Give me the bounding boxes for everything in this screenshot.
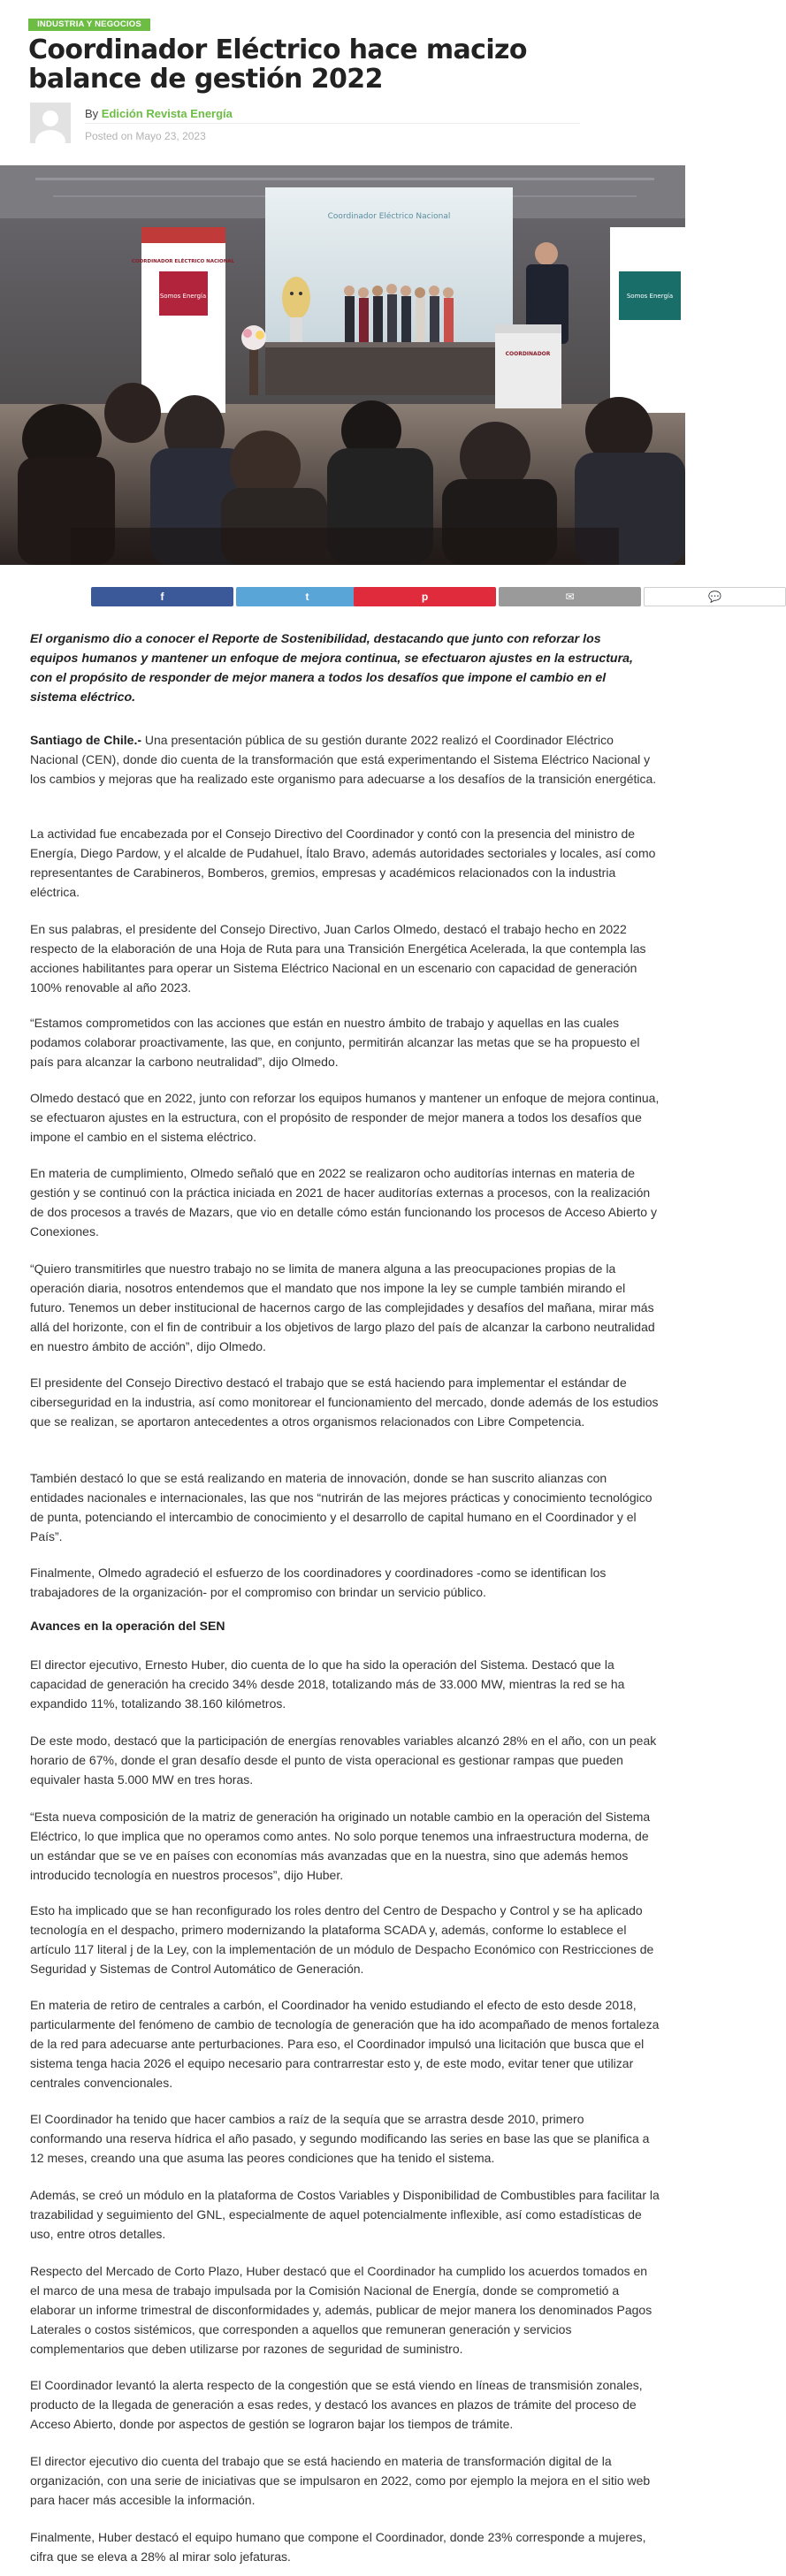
right-banner-tagline: Somos Energía bbox=[626, 293, 674, 300]
paragraph: El Coordinador levantó la alerta respecto de la congestión que se está viendo en líneas de transmisión zonales, producto de la llegada de generación a esas redes, y destacó los avances en plazos de trámite del proceso de Acceso Abierto, donde por aspectos de gestión se lograron bajar los tiempos de trámite. bbox=[30, 2378, 643, 2431]
left-banner-tagline: Somos Energía bbox=[159, 293, 207, 300]
share-pinterest-button[interactable] bbox=[354, 587, 496, 606]
right-banner bbox=[610, 227, 685, 413]
author-divider bbox=[85, 123, 580, 124]
hero-photo bbox=[0, 165, 685, 565]
paragraph: Además, se creó un módulo en la plataforma de Costos Variables y Disponibilidad de Combustibles para facilitar la trazabilidad y seguimiento del GNL, especialmente de aquel potencialmente inflexible, así como estadísticas de uso, entre otros detalles. bbox=[30, 2188, 660, 2241]
paragraph: “Quiero transmitirles que nuestro trabajo no se limita de manera alguna a las preocupaciones propias de la operación diaria, nosotros entendemos que el mandato que nos impone la ley se cumple también mirando el futuro. Tenemos un deber institucional de hacernos cargo de las complejidades y desafíos del mañana, mirar más allá del horizonte, con el fin de contribuir a los objetivos de largo plazo del país de alcanzar la carbono neutralidad en nuestro ámbito de acción”, dijo Olmedo. bbox=[30, 1261, 655, 1353]
author-name-link[interactable]: Edición Revista Energía bbox=[101, 107, 233, 120]
author-avatar[interactable] bbox=[30, 103, 71, 143]
screen-caption: Coordinador Eléctrico Nacional bbox=[327, 212, 451, 221]
podium-label: COORDINADOR bbox=[505, 351, 551, 357]
paragraph: Finalmente, Olmedo agradeció el esfuerzo de los coordinadores y coordinadores -como se identifican los trabajadores de la organización- por el compromiso con brindar un servicio público. bbox=[30, 1566, 607, 1599]
paragraph: En materia de retiro de centrales a carbón, el Coordinador ha venido estudiando el efecto de esto desde 2018, particularmente del fenómeno de cambio de tecnología de generación que ha ido acompañado de menos fortaleza de la red para adecuarse ante perturbaciones. Para eso, el Coordinador impulsó una licitación que busca que el sistema tenga hacia 2026 el equipo necesario para contrarrestar esto y, de este modo, evitar tener que utilizar centrales convencionales. bbox=[30, 1998, 660, 2090]
paragraph: Finalmente, Huber destacó el equipo humano que compone el Coordinador, donde 23% corresponde a mujeres, cifra que se eleva a 28% al mirar solo jefaturas. bbox=[30, 2530, 646, 2564]
section-subheading: Avances en la operación del SEN bbox=[30, 1619, 225, 1633]
paragraph bbox=[30, 730, 660, 789]
category-badge[interactable]: INDUSTRIA Y NEGOCIOS bbox=[28, 19, 150, 31]
email-icon: ✉ bbox=[565, 591, 575, 603]
paragraph: El Coordinador ha tenido que hacer cambios a raíz de la sequía que se arrastra desde 2010, primero conformando una reserva hídrica el año pasado, y segundo modificando las series en base las que se planifica a 12 meses, creando una que asuma las peores condiciones que ha tenido el sistema. bbox=[30, 2112, 650, 2165]
paragraph: “Esta nueva composición de la matriz de generación ha originado un notable cambio en la operación del Sistema Eléctrico, lo que implica que no operamos como antes. No solo porque tenemos una infraestructura moderna, de un estándar que se ve en países con economías más avanzadas que en la nuestra, sino que además hemos introducido tecnología en nuestros procesos”, dijo Huber. bbox=[30, 1810, 651, 1882]
share-comment-button[interactable] bbox=[644, 587, 786, 606]
paragraph: De este modo, destacó que la participación de energías renovables variables alcanzó 28% en el año, con un peak horario de 67%, donde el gran desafío desde el punto de vista operacional es gestionar rampas que pueden equivaler hasta 5.000 MW en tres horas. bbox=[30, 1734, 657, 1787]
article-lead: El organismo dio a conocer el Reporte de Sostenibilidad, destacando que junto con reforzar los equipos humanos y mantener un enfoque de mejora continua, se efectuaron ajustes en la estructura, con el propósito de responder de mejor manera a todos los desafíos que impone el cambio en el sistema eléctrico. bbox=[30, 632, 633, 705]
avatar-silhouette-icon bbox=[30, 103, 71, 143]
paragraph-text: Una presentación pública de su gestión durante 2022 realizó el Coordinador Eléctrico Nacional (CEN), donde dio cuenta de la transformación que está experimentando el Sistema Eléctrico Nacional y los cambios y mejoras que ha realizado este organismo para adecuarse a los desafíos de la transición energética. bbox=[30, 733, 657, 786]
paragraph: La actividad fue encabezada por el Consejo Directivo del Coordinador y contó con la presencia del ministro de Energía, Diego Pardow, y el alcalde de Pudahuel, Ítalo Bravo, además autoridades sectoriales y locales, así como representantes de Carabineros, Bomberos, gremios, empresas y académicos relacionados con la industria eléctrica. bbox=[30, 827, 656, 899]
paragraph: “Estamos comprometidos con las acciones que están en nuestro ámbito de trabajo y aquellas en las cuales podamos colaborar proactivamente, las que, en conjunto, permitirán alcanzar las metas que se ha propuesto el país para alcanzar la carbono neutralidad”, dijo Olmedo. bbox=[30, 1016, 640, 1069]
article-title bbox=[28, 35, 603, 94]
pinterest-icon: p bbox=[421, 591, 429, 603]
article-title-line-1: Coordinador Eléctrico hace macizo bbox=[28, 34, 527, 65]
share-facebook-button[interactable] bbox=[91, 587, 233, 606]
comment-icon: 💬 bbox=[708, 591, 721, 603]
stage bbox=[265, 347, 495, 395]
paragraph: El presidente del Consejo Directivo destacó el trabajo que se está haciendo para implementar el estándar de ciberseguridad en la industria, así como monitorear el funcionamiento del mercado, donde además de los estudios que se realizan, se aportaron antecedentes a otros organismos relacionados con Libre Competencia. bbox=[30, 1376, 659, 1429]
dateline: Santiago de Chile.- bbox=[30, 733, 142, 747]
paragraph: El director ejecutivo dio cuenta del trabajo que se está haciendo en materia de transformación digital de la organización, con una serie de iniciativas que se impulsaron en 2022, como por ejemplo la mejora en el sitio web para hacer más accesible la información. bbox=[30, 2454, 651, 2507]
paragraph: Olmedo destacó que en 2022, junto con reforzar los equipos humanos y mantener un enfoque de mejora continua, se efectuaron ajustes en la estructura, con el propósito de responder de mejor manera a todos los desafíos que impone el cambio en el sistema eléctrico. bbox=[30, 1091, 660, 1144]
posted-date: Posted on Mayo 23, 2023 bbox=[85, 130, 206, 142]
author-by-label: By bbox=[85, 107, 99, 120]
paragraph: En materia de cumplimiento, Olmedo señaló que en 2022 se realizaron ocho auditorías internas en materia de gestión y se continuó con la práctica iniciada en 2021 de hacer auditorías externas a procesos, con la realización de dos procesos a través de Mazars, que vio en detalle cómo están funcionando los procesos de Acceso Abierto y Conexiones. bbox=[30, 1166, 657, 1238]
paragraph: Esto ha implicado que se han reconfigurado los roles dentro del Centro de Despacho y Control y se ha aplicado tecnología en el despacho, primero modernizando la plataforma SCADA y, además, conforme lo establece el artículo 117 literal j de la Ley, con la implementación de un módulo de Despacho Económico con Restricciones de Seguridad y Sistemas de Control Automático de Generación. bbox=[30, 1903, 654, 1976]
twitter-icon: t bbox=[305, 591, 309, 603]
paragraph: También destacó lo que se está realizando en materia de innovación, donde se han suscrito alianzas con entidades nacionales e internacionales, las que nos “nutrirán de las mejores prácticas y conocimiento tecnológico de punta, potenciando el intercambio de conocimiento y el desarrollo de capital humano en el Coordinador y el País”. bbox=[30, 1471, 652, 1543]
left-banner bbox=[132, 227, 235, 413]
author-line bbox=[85, 107, 233, 120]
paragraph: Respecto del Mercado de Corto Plazo, Huber destacó que el Coordinador ha cumplido los acuerdos tomados en el marco de una mesa de trabajo impulsada por la Comisión Nacional de Energía, donde se comprometió a elaborar un informe trimestral de disconformidades y, además, publicar de mejor manera los denominados Pagos Laterales o costos sistémicos, que corresponden a aquellos que remuneran generación y servicios complementarios que deben utilizarse por razones de seguridad de suministro. bbox=[30, 2264, 652, 2356]
left-banner-title: COORDINADOR ELÉCTRICO NACIONAL bbox=[131, 259, 235, 264]
paragraph: El director ejecutivo, Ernesto Huber, dio cuenta de lo que ha sido la operación del Sistema. Destacó que la capacidad de generación ha crecido 34% desde 2018, totalizando más de 33.000 MW, mientras la red se ha expandido 11%, totalizando 38.160 kilómetros. bbox=[30, 1658, 625, 1711]
article-title-line-2: balance de gestión 2022 bbox=[28, 64, 383, 95]
event-photo-illustration bbox=[0, 165, 685, 565]
facebook-icon: f bbox=[160, 591, 164, 603]
share-email-button[interactable] bbox=[499, 587, 641, 606]
paragraph: En sus palabras, el presidente del Consejo Directivo, Juan Carlos Olmedo, destacó el trabajo hecho en 2022 respecto de la elaboración de una Hoja de Ruta para una Transición Energética Acelerada, la que contempla las acciones habilitantes para operar un Sistema Eléctrico Nacional en un escenario con capacidad de generación 100% renovable al año 2023. bbox=[30, 922, 646, 995]
